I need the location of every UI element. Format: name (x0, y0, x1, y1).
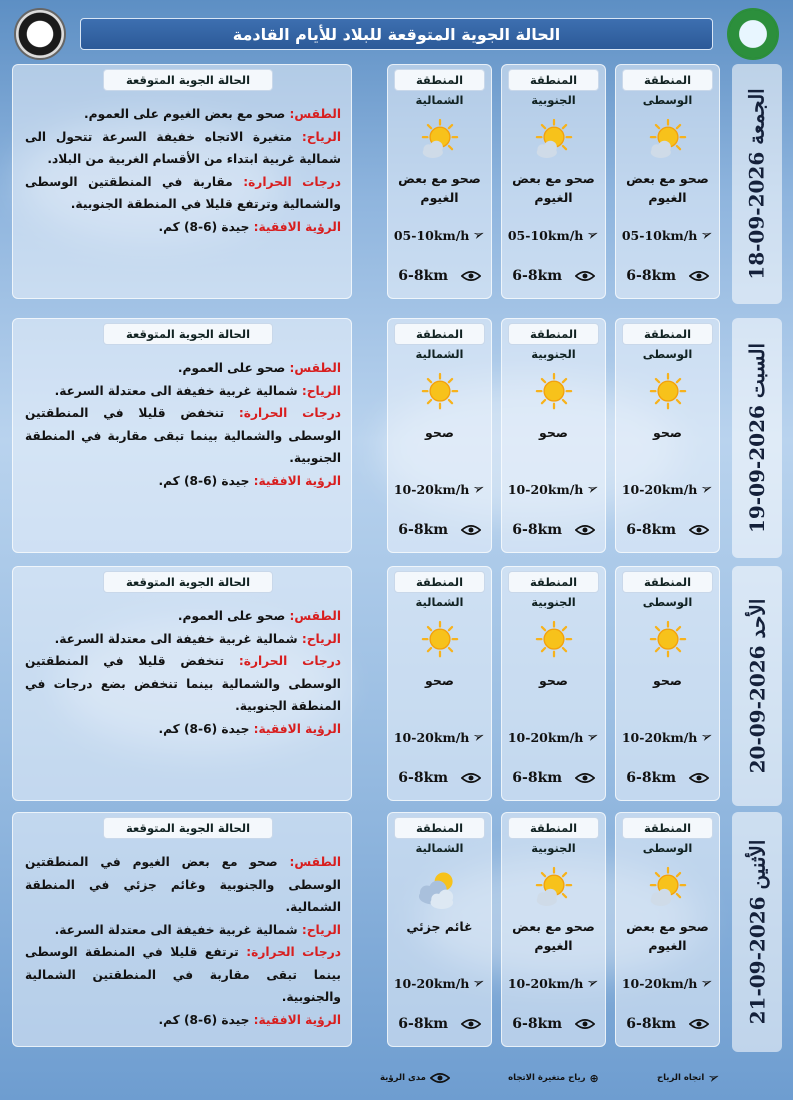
visibility-text: جيدة (6-8) كم. (158, 1012, 250, 1027)
eye-icon (575, 1018, 595, 1030)
condition-text: صحو (425, 425, 454, 440)
region-title: المنطقة الشمالية (394, 571, 485, 593)
wind-speed: 05-10km/h (507, 227, 584, 243)
sun-cloud-icon (413, 111, 467, 165)
condition-text: صحو مع بعض الغيوم (398, 171, 481, 205)
visibility-row (506, 265, 601, 287)
wind-label: الرياح: (301, 383, 341, 398)
date-label: السبت 2026-09-19 (745, 342, 769, 534)
region-card-southern (501, 64, 606, 299)
region-card-northern (387, 318, 492, 553)
visibility-label: الرؤية الافقية: (253, 219, 341, 234)
header (10, 8, 783, 60)
sun-cloud-icon (527, 111, 581, 165)
visibility-row (506, 1013, 601, 1035)
region-title: المنطقة الشمالية (394, 69, 485, 91)
date-column (732, 566, 782, 806)
date-label: الأثنين 2026-09-21 (745, 839, 769, 1025)
region-card-central (615, 64, 720, 299)
visibility-value: 6-8km (626, 268, 677, 284)
sun-cloud-icon (527, 859, 581, 913)
forecast-text (25, 605, 341, 740)
wind-arrow-icon: ➢ (699, 479, 716, 499)
visibility-row (620, 1013, 715, 1035)
region-title: المنطقة الجنوبية (508, 571, 599, 593)
sun-icon (527, 365, 581, 419)
weather-label: الطقس: (289, 361, 341, 375)
temperature-text: مقاربة في المنطقتين الوسطى والشمالية وترتفع قليلا في المنطقة الجنوبية. (25, 174, 341, 211)
temperature-label: درجات الحرارة: (238, 654, 341, 668)
weather-text: صحو مع بعض الغيوم على العموم. (84, 107, 286, 121)
sun-icon (641, 365, 695, 419)
eye-icon (575, 772, 595, 784)
wind-row (620, 479, 715, 499)
wind-row (506, 727, 601, 747)
wind-row (506, 225, 601, 245)
day-block (12, 812, 782, 1052)
wind-arrow-icon: ➢ (699, 225, 716, 245)
weather-label: الطقس: (289, 107, 341, 121)
visibility-value: 6-8km (512, 770, 563, 786)
wind-row (506, 973, 601, 993)
visibility-text: جيدة (6-8) كم. (158, 219, 250, 234)
region-card-central (615, 566, 720, 801)
weather-text: صحو على العموم. (177, 361, 286, 375)
temperature-label: درجات الحرارة: (246, 945, 341, 959)
region-card-northern (387, 64, 492, 299)
legend (380, 1066, 723, 1090)
temperature-text: تنخفض قليلا في المنطقتين الوسطى والشمالية بينما تنخفض بضع درجات في المنطقة الجنوبية. (25, 654, 341, 713)
meteorology-logo (14, 8, 66, 60)
visibility-label: الرؤية الافقية: (253, 721, 341, 736)
sun-icon (413, 365, 467, 419)
date-column (732, 812, 782, 1052)
wind-row (620, 727, 715, 747)
ministry-logo (727, 8, 779, 60)
region-card-northern (387, 812, 492, 1047)
legend-visibility (380, 1072, 450, 1084)
visibility-value: 6-8km (398, 1016, 449, 1032)
page-title: الحالة الجوية المتوقعة للبلاد للأيام القادمة (80, 18, 713, 50)
wind-speed: 05-10km/h (393, 227, 470, 243)
visibility-text: جيدة (6-8) كم. (158, 473, 250, 488)
legend-label: اتجاه الرياح (656, 1073, 705, 1083)
sun-cloud-icon (641, 111, 695, 165)
day-block (12, 64, 782, 304)
day-block (12, 566, 782, 806)
region-title: المنطقة الشمالية (394, 817, 485, 839)
forecast-text (25, 103, 341, 238)
wind-arrow-icon: ➢ (705, 1068, 723, 1088)
region-card-southern (501, 318, 606, 553)
wind-speed: 05-10km/h (621, 227, 698, 243)
wind-speed: 10-20km/h (393, 481, 470, 497)
visibility-row (392, 767, 487, 789)
eye-icon (689, 772, 709, 784)
region-title: المنطقة الجنوبية (508, 323, 599, 345)
visibility-row (620, 265, 715, 287)
wind-speed: 10-20km/h (621, 729, 698, 745)
wind-speed: 10-20km/h (507, 975, 584, 991)
wind-speed: 10-20km/h (507, 481, 584, 497)
forecast-text (25, 357, 341, 492)
eye-icon (461, 1018, 481, 1030)
forecast-panel (12, 566, 352, 801)
sun-icon (641, 613, 695, 667)
region-title: المنطقة الوسطى (622, 69, 713, 91)
weather-text: صحو مع بعض الغيوم في المنطقتين الوسطى والجنوبية وغائم جزئي في المنطقة الشمالية. (25, 855, 341, 914)
region-card-southern (501, 566, 606, 801)
region-title: المنطقة الوسطى (622, 323, 713, 345)
wind-row (620, 973, 715, 993)
wind-label: الرياح: (301, 631, 341, 646)
visibility-value: 6-8km (398, 770, 449, 786)
legend-label: مدى الرؤية (380, 1073, 426, 1083)
temperature-text: تنخفض قليلا في المنطقتين الوسطى والشمالية بينما تبقى مقاربة في المنطقة الجنوبية. (25, 406, 341, 465)
wind-row (392, 225, 487, 245)
wind-arrow-icon: ➢ (471, 479, 488, 499)
wind-row (392, 479, 487, 499)
eye-icon (689, 270, 709, 282)
condition-text: صحو (653, 425, 682, 440)
condition-text: صحو مع بعض الغيوم (626, 171, 709, 205)
wind-text: شمالية غربية خفيفة الى معتدلة السرعة. (54, 922, 298, 937)
forecast-title: الحالة الجوية المتوقعة (103, 69, 273, 91)
weather-label: الطقس: (289, 855, 341, 869)
eye-icon (575, 270, 595, 282)
condition-text: صحو (539, 673, 568, 688)
eye-icon (689, 1018, 709, 1030)
legend-wind-direction (656, 1068, 723, 1088)
visibility-row (620, 519, 715, 541)
eye-icon (461, 772, 481, 784)
visibility-value: 6-8km (512, 1016, 563, 1032)
visibility-row (506, 767, 601, 789)
visibility-row (506, 519, 601, 541)
region-title: المنطقة الشمالية (394, 323, 485, 345)
day-block (12, 318, 782, 558)
forecast-title: الحالة الجوية المتوقعة (103, 571, 273, 593)
condition-text: صحو مع بعض الغيوم (512, 171, 595, 205)
eye-icon (461, 524, 481, 536)
wind-arrow-icon: ➢ (699, 727, 716, 747)
forecast-title: الحالة الجوية المتوقعة (103, 323, 273, 345)
region-card-central (615, 318, 720, 553)
visibility-row (392, 265, 487, 287)
wind-row (506, 479, 601, 499)
compass-icon: ⊕ (589, 1071, 599, 1085)
forecast-panel (12, 318, 352, 553)
wind-text: شمالية غربية خفيفة الى معتدلة السرعة. (54, 631, 298, 646)
sun-cloud-icon (641, 859, 695, 913)
wind-text: متغيرة الاتجاه خفيفة السرعة تتحول الى شمالية غربية ابتداء من الأقسام الغربية من البلاد. (25, 129, 341, 166)
wind-arrow-icon: ➢ (585, 973, 602, 993)
wind-speed: 10-20km/h (621, 481, 698, 497)
wind-arrow-icon: ➢ (471, 727, 488, 747)
date-column (732, 64, 782, 304)
eye-icon (430, 1072, 450, 1084)
legend-label: رياح متغيرة الاتجاه (508, 1073, 586, 1083)
region-title: المنطقة الجنوبية (508, 69, 599, 91)
weather-text: صحو على العموم. (177, 609, 286, 623)
date-column (732, 318, 782, 558)
region-title: المنطقة الجنوبية (508, 817, 599, 839)
region-title: المنطقة الوسطى (622, 571, 713, 593)
region-card-central (615, 812, 720, 1047)
wind-row (620, 225, 715, 245)
region-title: المنطقة الوسطى (622, 817, 713, 839)
condition-text: صحو (539, 425, 568, 440)
temperature-label: درجات الحرارة: (238, 406, 341, 420)
region-card-northern (387, 566, 492, 801)
temperature-label: درجات الحرارة: (243, 174, 341, 189)
forecast-text (25, 851, 341, 1031)
wind-speed: 10-20km/h (393, 729, 470, 745)
wind-arrow-icon: ➢ (585, 727, 602, 747)
visibility-value: 6-8km (398, 268, 449, 284)
sun-icon (527, 613, 581, 667)
eye-icon (689, 524, 709, 536)
temperature-text: ترتفع قليلا في المنطقة الوسطى بينما تبقى مقاربة في المنطقتين الشمالية والجنوبية. (25, 945, 341, 1004)
wind-speed: 10-20km/h (393, 975, 470, 991)
visibility-value: 6-8km (626, 770, 677, 786)
visibility-row (620, 767, 715, 789)
forecast-title: الحالة الجوية المتوقعة (103, 817, 273, 839)
visibility-row (392, 1013, 487, 1035)
wind-text: شمالية غربية خفيفة الى معتدلة السرعة. (54, 383, 298, 398)
visibility-label: الرؤية الافقية: (253, 473, 341, 488)
wind-arrow-icon: ➢ (699, 973, 716, 993)
condition-text: غائم جزئي (406, 919, 473, 934)
condition-text: صحو مع بعض الغيوم (512, 919, 595, 953)
condition-text: صحو مع بعض الغيوم (626, 919, 709, 953)
eye-icon (575, 524, 595, 536)
visibility-label: الرؤية الافقية: (253, 1012, 341, 1027)
wind-row (392, 973, 487, 993)
wind-arrow-icon: ➢ (585, 479, 602, 499)
date-label: الأحد 2026-09-20 (745, 598, 769, 774)
forecast-panel (12, 812, 352, 1047)
visibility-text: جيدة (6-8) كم. (158, 721, 250, 736)
wind-speed: 10-20km/h (621, 975, 698, 991)
date-label: الجمعة 2026-09-18 (745, 88, 770, 280)
sun-icon (413, 613, 467, 667)
visibility-value: 6-8km (398, 522, 449, 538)
wind-arrow-icon: ➢ (585, 225, 602, 245)
wind-label: الرياح: (301, 129, 342, 144)
region-card-southern (501, 812, 606, 1047)
visibility-value: 6-8km (626, 1016, 677, 1032)
wind-arrow-icon: ➢ (471, 225, 488, 245)
wind-label: الرياح: (301, 922, 341, 937)
visibility-value: 6-8km (512, 522, 563, 538)
condition-text: صحو (425, 673, 454, 688)
visibility-row (392, 519, 487, 541)
forecast-panel (12, 64, 352, 299)
wind-speed: 10-20km/h (507, 729, 584, 745)
legend-variable-wind (508, 1072, 599, 1085)
wind-row (392, 727, 487, 747)
visibility-value: 6-8km (626, 522, 677, 538)
partly-cloudy-icon (413, 859, 467, 913)
condition-text: صحو (653, 673, 682, 688)
eye-icon (461, 270, 481, 282)
weather-label: الطقس: (289, 609, 341, 623)
visibility-value: 6-8km (512, 268, 563, 284)
wind-arrow-icon: ➢ (471, 973, 488, 993)
